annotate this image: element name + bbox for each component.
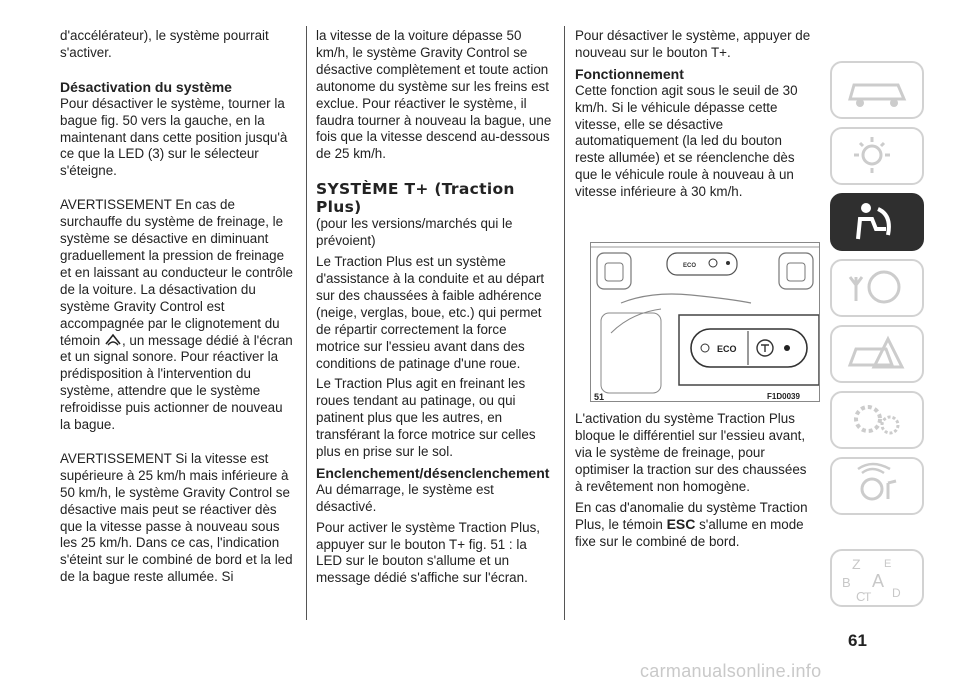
paragraph: Le Traction Plus agit en freinant les roues tendant au patinage, ou qui patinent plus que les autres, en transférant la force motrice sur celles plus en prise sur le sol. [316,376,536,460]
multimedia-icon [832,459,922,513]
heading-engagement: Enclenchement/désenclenchement [316,464,550,481]
heading-function: Fonctionnement [575,65,684,82]
warning-paragraph [60,197,296,434]
column-1 [60,28,296,586]
index-letter: T [864,590,872,604]
tab-lights[interactable] [830,127,924,185]
paragraph: (pour les versions/marchés qui le prévoient) [316,216,513,249]
index-letter: C [856,589,866,604]
paragraph: Pour activer le système Traction Plus, appuyer sur le bouton T+ fig. 51 : la LED sur le bouton s'allume et un message dédié s'affiche sur l'écran. [316,519,541,586]
esc-warning-label: ESC [666,516,696,533]
eco-small-label: ECO [683,263,697,269]
tab-multimedia[interactable] [830,457,924,515]
column-3-lower [575,411,815,551]
text: En cas d'anomalie du système Traction Plus, le témoin [575,499,808,533]
index-letter: A [872,571,885,591]
figure-51-traction-plus-button [590,242,820,402]
warning-paragraph: AVERTISSEMENT Si la vitesse est supérieure à 25 km/h mais inférieure à 50 km/h, le système Gravity Control se désactive mais peut se réactiver dès que la vitesse passe à nouveau sous les 25 km/h. Dans ce cas, l'indication s'éteint sur le combiné de bord et la led de la bague reste allumée. Si [60,450,293,585]
column-2 [316,28,554,587]
paragraph: Pour désactiver le système, tourner la bague fig. 50 vers la gauche, en la maintenant dans cette position jusqu'à ce que la LED (3) sur le sélecteur s'éteigne. [60,95,288,179]
watermark: carmanualsonline.info [640,661,822,681]
gravity-control-warning-icon [104,333,122,347]
tab-starting-driving[interactable] [830,259,924,317]
page-number: 61 [848,631,867,650]
tab-safety[interactable] [830,193,924,251]
index-letter: D [892,586,901,600]
warning-lights-icon [832,327,922,381]
paragraph: la vitesse de la voiture dépasse 50 km/h, le système Gravity Control se désactive complètement et toute action autonome du système sur les freins est exclue. Pour réactiver le système, il faudra tourner à nouveau la bague, une fois que la vitesse descend au-dessous de 25 km/h. [316,28,552,162]
tab-warning-lights[interactable] [830,325,924,383]
eco-large-label: ECO [717,344,737,354]
lights-icon [832,129,922,183]
paragraph: Au démarrage, le système est désactivé. [316,481,494,514]
car-dashboard-icon [832,63,922,117]
index-letter: B [842,575,851,590]
figure-code: F1D0039 [767,392,800,401]
figure-number: 51 [594,392,605,402]
tab-maintenance[interactable] [830,391,924,449]
maintenance-icon [832,393,922,447]
text: , un message dédié à l'écran et un signal sonore. Pour réactiver la prédisposition à l'intervention du système, attendre que le système refroidisse puis actionner de nouveau la bague. [60,332,293,433]
safety-icon [832,195,922,249]
tab-dashboard[interactable] [830,61,924,119]
column-3 [575,28,815,201]
column-divider [564,26,565,620]
dashboard-illustration [591,243,819,401]
heading-traction-plus: SYSTÈME T+ (Traction Plus) [316,180,515,217]
paragraph: d'accélérateur), le système pourrait s'activer. [60,28,269,60]
tab-index[interactable] [830,549,924,607]
text: AVERTISSEMENT En cas de surchauffe du système de freinage, le système se désactive en diminuant graduellement la pression de freinage et en laissant au conducteur le contrôle de la voiture. La désactivation du système Gravity Control est accompagnée par le clignotement du témoin [60,197,293,348]
paragraph: Cette fonction agit sous le seuil de 30 km/h. Si le véhicule dépasse cette vitesse, elle se désactive automatiquement (la led du bouton reste allumée) et se réenclenche dès que le véhicule roule à nouveau à un vitesse inférieure à 30 km/h. [575,82,798,200]
heading-deactivation: Désactivation du système [60,78,232,95]
index-icon [832,551,922,605]
paragraph: L'activation du système Traction Plus bloque le différentiel sur l'essieu avant, via le système de freinage, pour optimiser la traction sur des chaussées à revêtement non homogène. [575,411,807,494]
index-letter: E [884,558,892,570]
text: s'allume en mode fixe sur le combiné de bord. [575,517,804,550]
starting-driving-icon [832,261,922,315]
index-letter: Z [852,556,861,572]
paragraph: Le Traction Plus est un système d'assistance à la conduite et au départ sur des chaussées à faible adhérence (neige, verglas, boue, etc.) qui permet de répartir correctement la force motrice sur l'essieu avant dans des conditions de patinage d'une roue. [316,254,545,371]
paragraph [575,500,815,552]
column-divider [306,26,307,620]
paragraph: Pour désactiver le système, appuyer de nouveau sur le bouton T+. [575,28,811,60]
